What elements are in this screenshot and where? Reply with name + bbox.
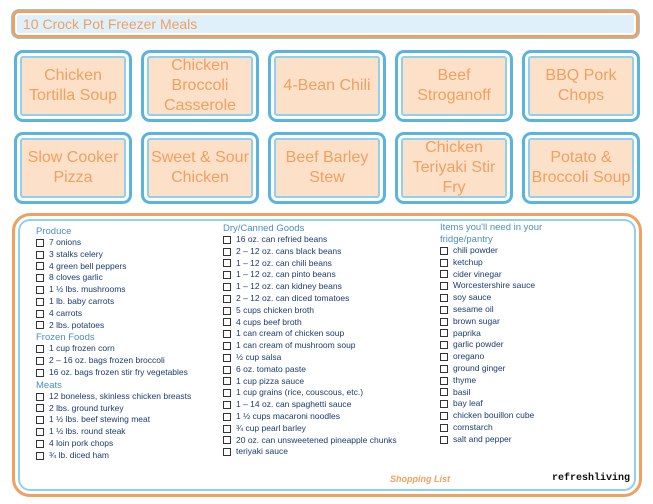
checklist-item[interactable] — [223, 399, 433, 411]
section-heading-produce: Produce — [36, 226, 72, 237]
canned-list — [223, 234, 433, 458]
checkbox[interactable] — [440, 365, 448, 373]
checklist-item[interactable] — [36, 450, 226, 462]
checklist-item[interactable] — [36, 426, 226, 438]
shopping-list-panel — [12, 213, 642, 497]
checklist-item[interactable] — [223, 258, 433, 270]
checklist-item[interactable] — [440, 375, 635, 387]
checklist-item-label: 1 can cream of chicken soup — [236, 328, 345, 339]
checkbox[interactable] — [440, 318, 448, 326]
checklist-item-label: ½ cup salsa — [236, 351, 282, 362]
checkbox[interactable] — [36, 345, 44, 353]
checklist-item-label: 2 lbs. ground turkey — [49, 402, 124, 413]
checklist-item[interactable] — [223, 352, 433, 364]
checkbox[interactable] — [440, 436, 448, 444]
checkbox[interactable] — [36, 440, 44, 448]
checklist-item-label: sesame oil — [453, 303, 494, 314]
checklist-item-label: 4 carrots — [49, 307, 83, 318]
checkbox[interactable] — [36, 310, 44, 318]
checkbox[interactable] — [223, 377, 231, 385]
checklist-item-label: thyme — [453, 374, 477, 385]
checkbox[interactable] — [440, 247, 448, 255]
checklist-item[interactable] — [440, 257, 635, 269]
checkbox[interactable] — [36, 262, 44, 270]
list-column-3 — [440, 221, 635, 446]
checklist-item-label: 20 oz. can unsweetened pineapple chunks — [236, 434, 397, 445]
checklist-item-label: 1 – 12 oz. can pinto beans — [236, 269, 336, 280]
checkbox[interactable] — [223, 259, 231, 267]
checklist-item[interactable] — [223, 269, 433, 281]
checklist-item-label: paprika — [453, 327, 481, 338]
checkbox[interactable] — [223, 248, 231, 256]
checklist-item-label: 1 cup frozen corn — [49, 343, 115, 354]
checkbox[interactable] — [36, 369, 44, 377]
checklist-item[interactable] — [223, 281, 433, 293]
checkbox[interactable] — [223, 389, 231, 397]
checklist-item[interactable] — [36, 284, 226, 296]
checkbox[interactable] — [36, 298, 44, 306]
checklist-item[interactable] — [36, 355, 226, 367]
checklist-item-label: 7 onions — [49, 237, 82, 247]
checklist-item[interactable] — [36, 272, 226, 284]
checklist-item[interactable] — [440, 280, 635, 292]
checklist-item-label: 1 ½ lbs. round steak — [49, 426, 126, 437]
checklist-item-label: soy sauce — [453, 292, 492, 303]
checklist-item-label: 1 ½ cups macaroni noodles — [236, 410, 340, 421]
checklist-item[interactable] — [440, 304, 635, 316]
checklist-item[interactable] — [440, 269, 635, 281]
checklist-item-label: 3 stalks celery — [49, 248, 103, 259]
checklist-item[interactable] — [223, 411, 433, 423]
meal-tile[interactable]: Slow Cooker Pizza — [14, 132, 132, 204]
checkbox[interactable] — [36, 286, 44, 294]
checklist-item[interactable] — [223, 305, 433, 317]
checkbox[interactable] — [223, 271, 231, 279]
checklist-item[interactable] — [223, 423, 433, 435]
checklist-item[interactable] — [36, 438, 226, 450]
checklist-item[interactable] — [36, 308, 226, 320]
checklist-item-label: 1 ½ lbs. mushrooms — [49, 284, 126, 295]
checkbox[interactable] — [36, 452, 44, 460]
meal-tile[interactable]: Beef Barley Stew — [268, 132, 386, 204]
title-bar — [12, 10, 639, 38]
checklist-item-label: 1 – 12 oz. can chili beans — [236, 257, 332, 268]
meal-tile[interactable]: Beef Stroganoff — [395, 50, 513, 122]
section-heading-pantry: Items you'll need in your — [440, 222, 543, 233]
checklist-item-label: cornstarch — [453, 421, 493, 432]
checklist-item-label: chicken bouillon cube — [453, 410, 535, 421]
checklist-item[interactable] — [223, 435, 433, 447]
checkbox[interactable] — [440, 388, 448, 396]
meal-tile[interactable]: Chicken Tortilla Soup — [14, 50, 132, 122]
checklist-item-label: 16 oz. bags frozen stir fry vegetables — [49, 366, 188, 377]
checklist-item-label: 1 – 14 oz. can spaghetti sauce — [236, 399, 352, 410]
checklist-item[interactable] — [223, 317, 433, 329]
meats-list — [36, 391, 226, 462]
checkbox[interactable] — [223, 413, 231, 421]
checklist-item-label: basil — [453, 386, 471, 397]
pantry-list — [440, 245, 635, 446]
meal-tile[interactable]: 4-Bean Chili — [268, 50, 386, 122]
section-heading-frozen: Frozen Foods — [36, 332, 95, 344]
checklist-item[interactable] — [440, 363, 635, 375]
checklist-item-label: 1 cup grains (rice, couscous, etc.) — [236, 387, 364, 398]
checklist-item-label: Worcestershire sauce — [453, 280, 536, 291]
checkbox[interactable] — [36, 416, 44, 424]
checklist-item[interactable] — [223, 446, 433, 458]
checkbox[interactable] — [36, 321, 44, 329]
list-column-2 — [223, 222, 433, 458]
checkbox[interactable] — [440, 341, 448, 349]
checklist-item-label: 2 – 16 oz. bags frozen broccoli — [49, 355, 165, 366]
meal-tile[interactable]: Potato & Broccoli Soup — [522, 132, 640, 204]
checkbox[interactable] — [440, 294, 448, 302]
checklist-item-label: 1 ½ lbs. beef stewing meat — [49, 414, 151, 425]
checklist-item[interactable] — [440, 434, 635, 446]
meal-tile[interactable]: Chicken Teriyaki Stir Fry — [395, 132, 513, 204]
checkbox[interactable] — [223, 295, 231, 303]
checklist-item[interactable] — [36, 261, 226, 273]
checklist-item-label: 5 cups chicken broth — [236, 304, 314, 315]
checklist-item-label: chili powder — [453, 245, 498, 255]
checklist-item-label: 2 – 12 oz. can diced tomatoes — [236, 292, 350, 303]
checkbox[interactable] — [223, 354, 231, 362]
checkbox[interactable] — [223, 307, 231, 315]
checklist-item-label: 6 oz. tomato paste — [236, 363, 306, 374]
checklist-item-label: 1 cup pizza sauce — [236, 375, 305, 386]
checklist-item-label: ground ginger — [453, 362, 506, 373]
checklist-item[interactable] — [36, 367, 226, 379]
checklist-item[interactable] — [440, 292, 635, 304]
checklist-item-label: 16 oz. can refried beans — [236, 234, 328, 244]
checklist-item[interactable] — [440, 410, 635, 422]
checkbox[interactable] — [223, 425, 231, 433]
checklist-item-label: 2 lbs. potatoes — [49, 319, 105, 330]
checklist-item[interactable] — [36, 320, 226, 332]
checklist-item-label: 8 cloves garlic — [49, 272, 103, 283]
checklist-item-label: bay leaf — [453, 398, 483, 409]
checklist-item-label: 4 green bell peppers — [49, 260, 127, 271]
section-heading-meats: Meats — [36, 379, 62, 391]
checklist-item[interactable] — [440, 422, 635, 434]
checkbox[interactable] — [440, 282, 448, 290]
checkbox[interactable] — [36, 393, 44, 401]
page-title: 10 Crock Pot Freezer Meals — [23, 16, 198, 32]
checkbox[interactable] — [440, 259, 448, 267]
checkbox[interactable] — [440, 400, 448, 408]
checklist-item[interactable] — [36, 343, 226, 355]
checklist-item-label: 1 can cream of mushroom soup — [236, 340, 356, 351]
checklist-item[interactable] — [223, 376, 433, 388]
checklist-item-label: oregano — [453, 351, 485, 362]
checklist-item-label: 4 cups beef broth — [236, 316, 302, 327]
checkbox[interactable] — [36, 404, 44, 412]
checklist-item[interactable] — [440, 316, 635, 328]
checklist-item-label: ¾ cup pearl barley — [236, 422, 306, 433]
checklist-item[interactable] — [223, 293, 433, 305]
checklist-item-label: salt and pepper — [453, 433, 512, 444]
section-heading-canned: Dry/Canned Goods — [223, 223, 305, 234]
checklist-item-label: teriyaki sauce — [236, 446, 288, 457]
checkbox[interactable] — [440, 270, 448, 278]
meal-tile[interactable]: Sweet & Sour Chicken — [141, 132, 259, 204]
checkbox[interactable] — [36, 428, 44, 436]
checkbox[interactable] — [36, 251, 44, 259]
checklist-item[interactable] — [223, 246, 433, 258]
checklist-item-label: brown sugar — [453, 315, 500, 326]
checkbox[interactable] — [223, 448, 231, 456]
checklist-item-label: 2 – 12 oz. cans black beans — [236, 245, 342, 256]
checklist-item[interactable] — [36, 249, 226, 261]
checkbox[interactable] — [223, 342, 231, 350]
meal-tile[interactable]: BBQ Pork Chops — [522, 50, 640, 122]
checklist-item[interactable] — [36, 391, 226, 403]
checklist-item[interactable] — [440, 398, 635, 410]
checklist-item[interactable] — [223, 234, 433, 246]
checklist-item-label: 1 lb. baby carrots — [49, 295, 115, 306]
checklist-item[interactable] — [223, 364, 433, 376]
checklist-item-label: cider vinegar — [453, 268, 502, 279]
checklist-item-label: ¾ lb. diced ham — [49, 449, 110, 460]
checkbox[interactable] — [223, 366, 231, 374]
checkbox[interactable] — [223, 330, 231, 338]
checklist-item[interactable] — [36, 403, 226, 415]
produce-list — [36, 237, 226, 331]
checkbox[interactable] — [440, 412, 448, 420]
checklist-item[interactable] — [36, 414, 226, 426]
checkbox[interactable] — [223, 283, 231, 291]
checklist-item-label: 12 boneless, skinless chicken breasts — [49, 390, 192, 401]
checkbox[interactable] — [223, 401, 231, 409]
checklist-item-label: ketchup — [453, 256, 483, 267]
list-column-1 — [36, 225, 226, 462]
shopping-list-label: Shopping List — [390, 474, 450, 484]
checklist-item[interactable] — [223, 387, 433, 399]
section-heading-pantry-line2: fridge/pantry — [440, 234, 493, 245]
checklist-item[interactable] — [440, 351, 635, 363]
checkbox[interactable] — [36, 239, 44, 247]
checklist-item[interactable] — [223, 328, 433, 340]
checkbox[interactable] — [223, 236, 231, 244]
checkbox[interactable] — [223, 318, 231, 326]
brand-logo: refreshliving — [552, 473, 631, 484]
checkbox[interactable] — [36, 357, 44, 365]
checkbox[interactable] — [440, 424, 448, 432]
frozen-list — [36, 343, 226, 378]
checklist-item[interactable] — [223, 340, 433, 352]
checkbox[interactable] — [440, 329, 448, 337]
checklist-item-label: 1 – 12 oz. can kidney beans — [236, 281, 342, 292]
checkbox[interactable] — [440, 353, 448, 361]
checklist-item[interactable] — [440, 339, 635, 351]
checkbox[interactable] — [440, 377, 448, 385]
checklist-item[interactable] — [440, 328, 635, 340]
meal-tile[interactable]: Chicken Broccoli Casserole — [141, 50, 259, 122]
checkbox[interactable] — [223, 436, 231, 444]
checklist-item[interactable] — [36, 296, 226, 308]
checkbox[interactable] — [36, 274, 44, 282]
checklist-item[interactable] — [36, 237, 226, 249]
checklist-item-label: garlic powder — [453, 339, 504, 350]
checkbox[interactable] — [440, 306, 448, 314]
checklist-item[interactable] — [440, 245, 635, 257]
checklist-item-label: 4 loin pork chops — [49, 437, 114, 448]
checklist-item[interactable] — [440, 387, 635, 399]
